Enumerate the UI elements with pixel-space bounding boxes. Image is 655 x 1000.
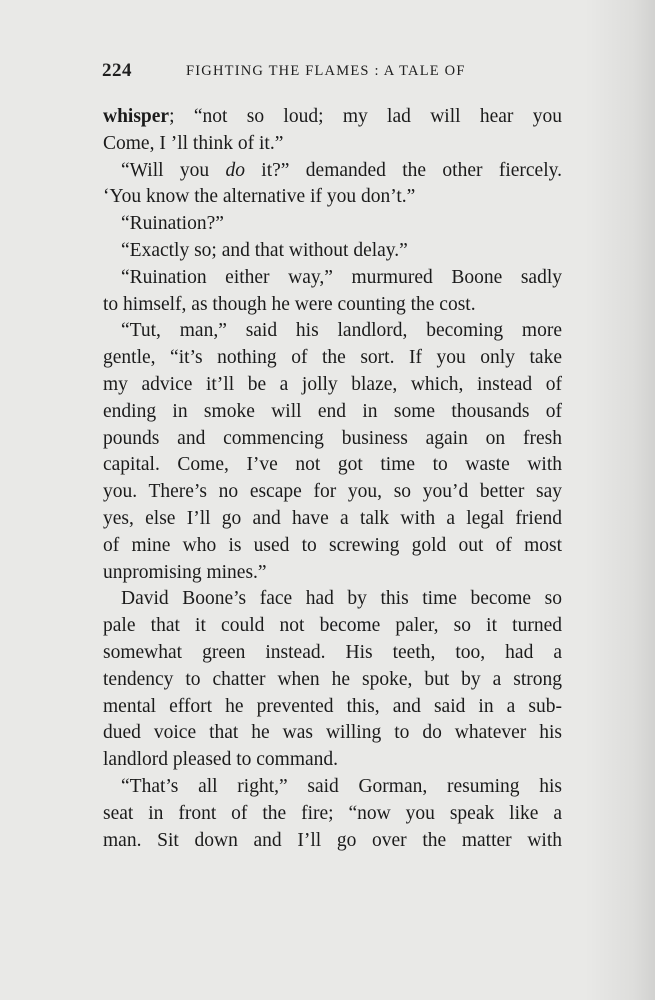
text-line: ‘You know the alternative if you don’t.” bbox=[103, 186, 416, 208]
text-line: capital. Come, I’ve not got time to waste with bbox=[103, 454, 562, 476]
text-line: to himself, as though he were counting the cost. bbox=[103, 293, 476, 315]
text-line: yes, else I’ll go and have a talk with a legal friend bbox=[103, 507, 562, 529]
text-line: “That’s all right,” said Gorman, resuming his bbox=[121, 775, 562, 797]
page-fold-shadow bbox=[585, 0, 655, 1000]
text-line: Come, I ’ll think of it.” bbox=[103, 132, 284, 154]
text-line: whisper; “not so loud; my lad will hear you bbox=[103, 106, 562, 127]
text-line: somewhat green instead. His teeth, too, had a bbox=[103, 641, 562, 663]
text-line: seat in front of the fire; “now you speak like a bbox=[103, 802, 562, 824]
text-line: man. Sit down and I’ll go over the matter with bbox=[103, 829, 562, 851]
text-line: pale that it could not become paler, so it turned bbox=[103, 615, 562, 637]
text-line: landlord pleased to command. bbox=[103, 749, 339, 771]
text-line: tendency to chatter when he spoke, but by a strong bbox=[103, 668, 562, 690]
text-line: dued voice that he was willing to do whatever his bbox=[103, 722, 562, 744]
text-line: of mine who is used to screwing gold out of most bbox=[103, 534, 562, 556]
text-line: ending in smoke will end in some thousands of bbox=[103, 400, 562, 422]
text-line: gentle, “it’s nothing of the sort. If you only take bbox=[103, 347, 562, 369]
text-line: “Ruination?” bbox=[121, 213, 224, 235]
text-line: mental effort he prevented this, and said in a sub- bbox=[103, 695, 562, 717]
text-line: unpromising mines.” bbox=[103, 561, 267, 583]
running-head bbox=[102, 58, 563, 88]
text-line: “Tut, man,” said his landlord, becoming more bbox=[121, 320, 562, 342]
text-line: my advice it’ll be a jolly blaze, which, instead of bbox=[103, 373, 562, 395]
text-line: David Boone’s face had by this time become so bbox=[121, 588, 562, 610]
text-line: you. There’s no escape for you, so you’d better say bbox=[103, 481, 562, 503]
text-line: “Ruination either way,” murmured Boone sadly bbox=[121, 266, 562, 288]
text-line: “Exactly so; and that without delay.” bbox=[121, 239, 408, 261]
running-title: FIGHTING THE FLAMES : A TALE OF bbox=[186, 63, 466, 79]
body-text bbox=[103, 104, 562, 854]
text-line: “Will you do it?” demanded the other fiercely. bbox=[121, 159, 562, 181]
page-number: 224 bbox=[102, 60, 132, 81]
text-line: pounds and commencing business again on fresh bbox=[103, 427, 562, 449]
